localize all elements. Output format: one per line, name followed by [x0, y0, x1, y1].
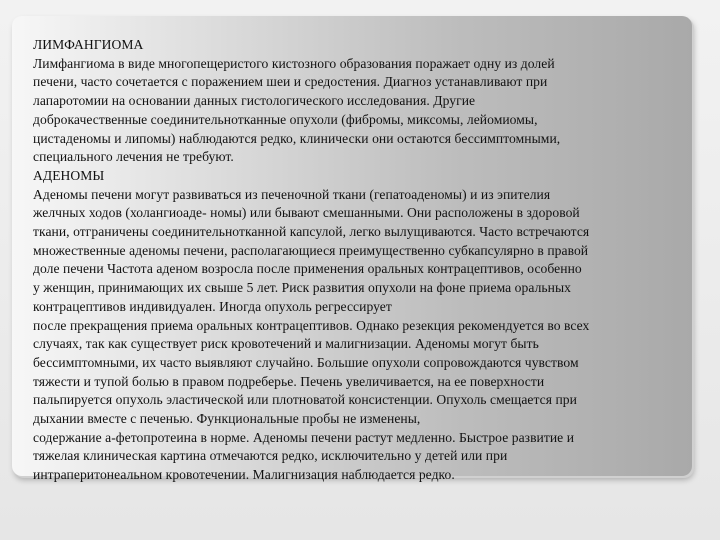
text-line: у женщин, принимающих их свыше 5 лет. Риск развития опухоли на фоне приема оральных: [33, 280, 572, 296]
text-line: пальпируется опухоль эластической или плотноватой консистенции. Опухоль смещается при: [33, 392, 577, 408]
document-text: [33, 36, 698, 485]
text-line: Аденомы печени могут развиваться из печеночной ткани (гепатоаденомы) и из эпителия: [33, 186, 551, 202]
text-line: Лимфангиома в виде многопещеристого кистозного образования поражает одну из долей: [33, 55, 555, 71]
text-line: желчных ходов (холангиоаде- номы) или бывают смешанными. Они расположены в здоровой: [33, 205, 580, 221]
text-line: специального лечения не требуют.: [33, 149, 234, 165]
heading-lymphangioma: ЛИМФАНГИОМА: [33, 37, 144, 52]
text-line: доле печени Частота аденом возросла после применения оральных контрацептивов, особенно: [33, 261, 582, 277]
text-line: содержание a-фетопротеина в норме. Аденомы печени растут медленно. Быстрое развитие и: [33, 429, 575, 445]
text-line: бессимптомными, их часто выявляют случайно. Большие опухоли сопровождаются чувством: [33, 354, 579, 370]
text-line: цистаденомы и липомы) наблюдаются редко, клинически они остаются бессимптомными,: [33, 130, 561, 146]
text-line: случаях, так как существует риск кровотечений и малигнизации. Аденомы могут быть: [33, 336, 539, 352]
text-line: дыхании вместе с печенью. Функциональные пробы не изменены,: [33, 411, 421, 427]
text-line: множественные аденомы печени, располагающиеся преимущественно субкапсулярно в правой: [33, 242, 589, 258]
text-line: доброкачественные соединительнотканные опухоли (фибромы, миксомы, лейомиомы,: [33, 111, 538, 127]
text-line: печени, часто сочетается с поражением шеи и средостения. Диагноз устанавливают при: [33, 74, 548, 90]
text-line: интраперитонеальном кровотечении. Малигнизация наблюдается редко.: [33, 467, 455, 483]
text-line: лапаротомии на основании данных гистологического исследования. Другие: [33, 93, 476, 109]
text-line: после прекращения приема оральных контрацептивов. Однако резекция рекомендуется во всех: [33, 317, 590, 333]
text-line: ткани, отграничены соединительнотканной капсулой, легко вылущиваются. Часто встречаются: [33, 224, 590, 240]
text-line: тяжести и тупой болью в правом подреберье. Печень увеличивается, на ее поверхности: [33, 373, 545, 389]
text-line: контрацептивов индивидуален. Иногда опухоль регрессирует: [33, 298, 392, 314]
text-line: тяжелая клиническая картина отмечаются редко, исключительно у детей или при: [33, 448, 508, 464]
heading-adenomas: АДЕНОМЫ: [33, 167, 105, 183]
